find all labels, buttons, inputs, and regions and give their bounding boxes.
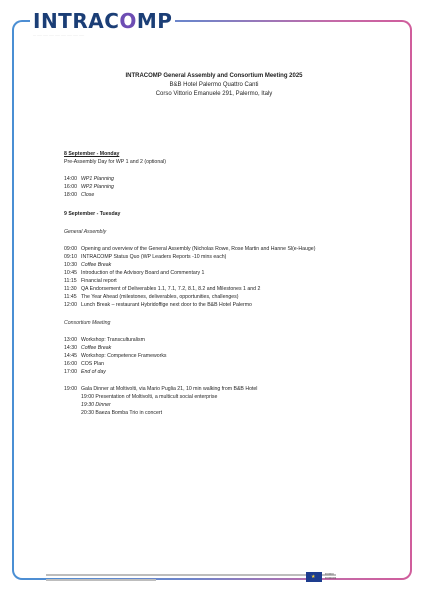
- agenda-row: 11:15 Financial report: [64, 278, 117, 284]
- general-assembly-heading: General Assembly: [64, 229, 107, 235]
- agenda-row: 16:00 COS Plan: [64, 361, 105, 367]
- agenda-row: 18:00 Close: [64, 192, 95, 198]
- document-title: INTRACOMP General Assembly and Consortium Meeting 2025: [125, 73, 303, 79]
- agenda-row: 14:00 WP1 Planning: [64, 176, 114, 182]
- eu-funding-logo-text: ▪▪▪▪▪▪▪ ▪▪▪▪▪▪▪▪▪: [325, 572, 337, 580]
- agenda-row: 09:10 INTRACOMP Status Quo (WP Leaders Reports -10 mins each): [64, 254, 227, 260]
- agenda-row: 11:45 The Year Ahead (milestones, deliverables, opportunities, challenges): [64, 294, 239, 300]
- logo-tagline-graphic: ···········································: [33, 33, 85, 37]
- agenda-row: 14:45 Workshop: Competence Frameworks: [64, 353, 167, 359]
- agenda-row: 11:30 QA Endorsement of Deliverables 1.1, 7.1, 7.2, 8.1, 8.2 and Milestones 1 and 2: [64, 286, 261, 292]
- agenda-row: 17:00 End of day: [64, 369, 106, 375]
- intracomp-logo: [30, 8, 175, 34]
- agenda-row: 09:00 Opening and overview of the General Assembly (Nicholas Rowe, Rose Martin and Hanne Sl(e-Hauge): [64, 246, 316, 252]
- eu-flag-icon: ★: [306, 572, 322, 582]
- consortium-meeting-heading: Consortium Meeting: [64, 320, 111, 326]
- agenda-row: 14:30 Coffee Break: [64, 345, 112, 351]
- day2-heading: 9 September - Tuesday: [64, 211, 121, 217]
- agenda-row: 10:30 Coffee Break: [64, 262, 112, 268]
- document-header: [0, 72, 428, 99]
- agenda-row: 12:00 Lunch Break – restaurant Hybridoffige next door to the B&B Hotel Palermo: [64, 302, 252, 308]
- venue-address: Corso Vittorio Emanuele 291, Palermo, Italy: [155, 91, 273, 97]
- dinner-detail: 19:00 Presentation of Moltivolti, a multicult social enterprise: [81, 394, 218, 400]
- day1-heading: 8 September - Monday: [64, 151, 120, 157]
- agenda: [64, 148, 364, 417]
- agenda-row: 16:00 WP2 Planning: [64, 184, 114, 190]
- agenda-row: 13:00 Workshop: Transculturalism: [64, 337, 145, 343]
- gala-dinner-row: 19:00 Gala Dinner at Moltivolti, via Mario Puglia 21, 10 min walking from B&B Hotel: [64, 386, 258, 392]
- dinner-detail: 20:30 Baeza Bomba Trio in concert: [81, 410, 163, 416]
- venue-name: B&B Hotel Palermo Quattro Canti: [169, 82, 259, 88]
- dinner-detail: 19:30 Dinner: [81, 402, 111, 408]
- logo-text: INTRACOMP: [33, 9, 173, 33]
- agenda-row: 10:45 Introduction of the Advisory Board and Commentary 1: [64, 270, 205, 276]
- day1-subtitle: Pre-Assembly Day for WP 1 and 2 (optional): [64, 159, 166, 165]
